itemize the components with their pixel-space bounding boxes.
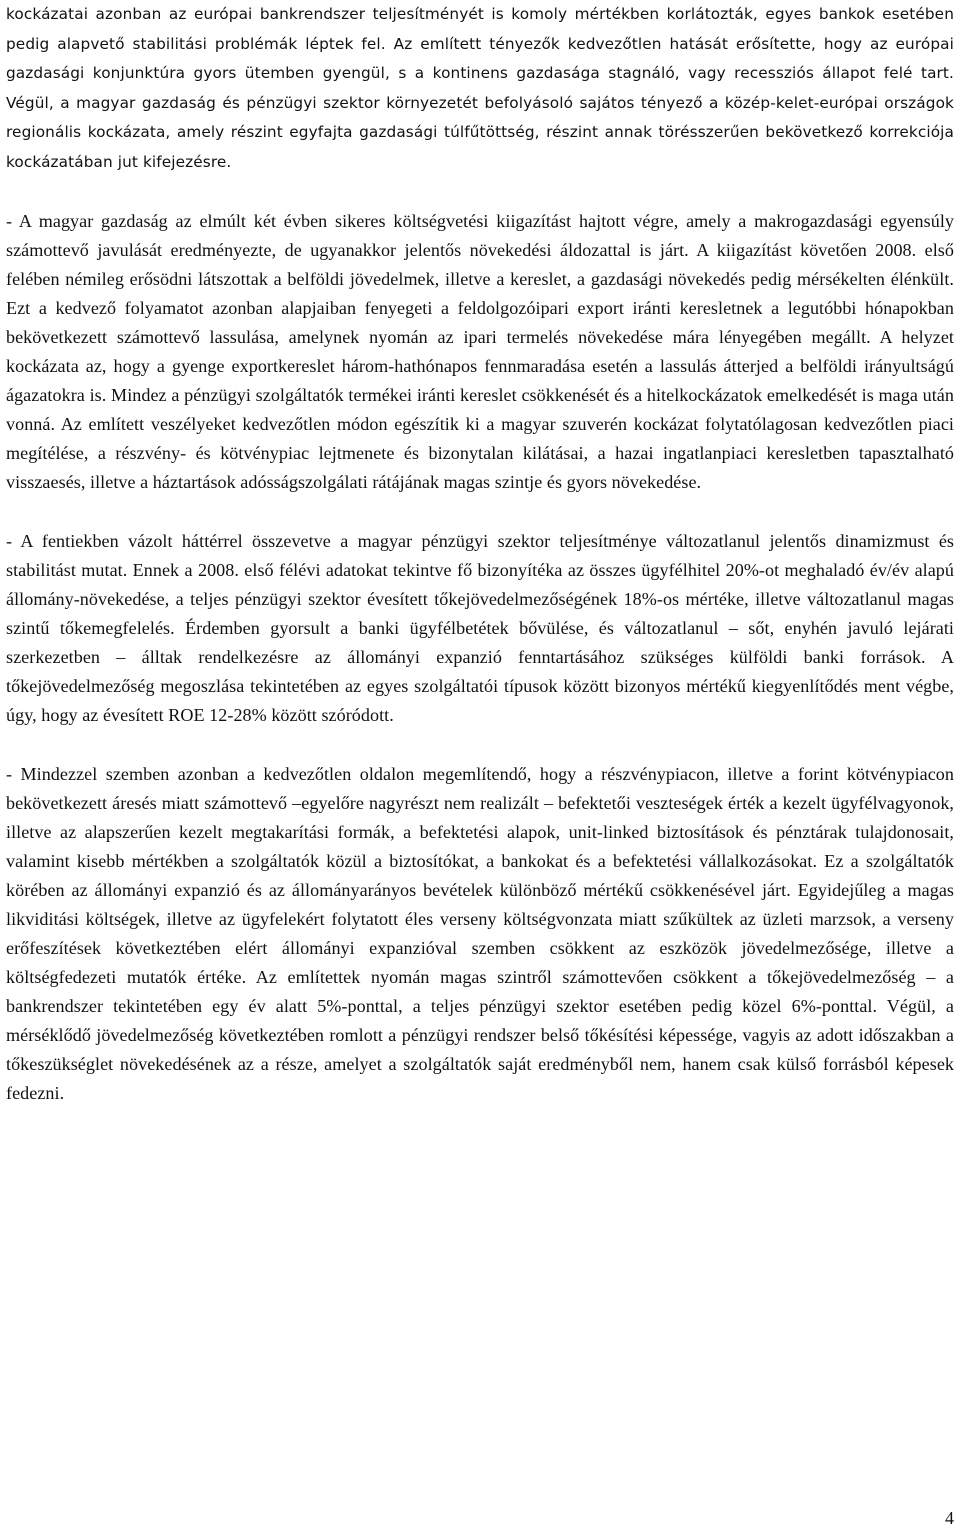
paragraph-spacer: [6, 730, 954, 760]
paragraph-1: kockázatai azonban az európai bankrendszer teljesítményét is komoly mértékben korlátozták, egyes bankok esetében pedig alapvető stabilitási problémák léptek fel. Az említett tényezők kedvezőtlen hatását erősítette, hogy az európai gazdasági konjunktúra gyors ütemben gyengül, s a kontinens gazdasága stagnáló, vagy recessziós állapot felé tart. Végül, a magyar gazdaság és pénzügyi szektor környezetét befolyásoló sajátos tényező a közép-kelet-európai országok regionális kockázata, amely részint egyfajta gazdasági túlfűtöttség, részint annak törésszerűen bekövetkező korrekciója kockázatában jut kifejezésre.: [6, 5, 954, 171]
paragraph-spacer: [6, 177, 954, 207]
paragraph-spacer: [6, 497, 954, 527]
paragraph-4: - Mindezzel szemben azonban a kedvezőtlen oldalon megemlítendő, hogy a részvénypiacon, illetve a forint kötvénypiacon bekövetkezett áresés miatt számottevő –egyelőre nagyrészt nem realizált – befektetői veszteségek érték a kezelt ügyfélvagyonok, illetve az alapszerűen kezelt megtakarítási formák, a befektetési alapok, unit-linked biztosítások és pénztárak tulajdonosait, valamint kisebb mértékben a szolgáltatók közül a biztosítókat, a bankokat és a befektetési vállalkozásokat. Ez a szolgáltatók körében az állományi expanzió és az állományarányos bevételek különböző mértékű csökkenésével járt. Egyidejűleg a magas likviditási költségek, illetve az ügyfelekért folytatott éles verseny költségvonzata miatt szűkültek az üzleti marzsok, a verseny erőfeszítések következtében elért állományi expanzióval szemben csökkent az eszközök jövedelmezősége, illetve a költségfedezeti mutatók értéke. Az említettek nyomán magas szintről számottevően csökkent a tőkejövedelmezőség – a bankrendszer tekintetében egy év alatt 5%-ponttal, a teljes pénzügyi szektor esetében pedig közel 6%-ponttal. Végül, a mérséklődő jövedelmezőség következtében romlott a pénzügyi rendszer belső tőkésítési képessége, vagyis az adott időszakban a tőkeszükséglet növekedésének az a része, amelyet a szolgáltatók saját eredményből nem, hanem csak külső forrásból képesek fedezni.: [6, 764, 954, 1103]
paragraph-2: - A magyar gazdaság az elmúlt két évben sikeres költségvetési kiigazítást hajtott végre, amely a makrogazdasági egyensúly számottevő javulását eredményezte, de ugyanakkor jelentős növekedési áldozattal is járt. A kiigazítást követően 2008. első felében némileg erősödni látszottak a belföldi jövedelmek, illetve a kereslet, a gazdasági növekedés pedig mérsékelten élénkült. Ezt a kedvező folyamatot azonban alapjaiban fenyegeti a feldolgozóipari export iránti keresletnek a legutóbbi hónapokban bekövetkezett számottevő lassulása, amelynek nyomán az ipari termelés növekedése mára lényegében megállt. A helyzet kockázata az, hogy a gyenge exportkereslet három-hathónapos fennmaradása esetén a lassulás átterjed a belföldi irányultságú ágazatokra is. Mindez a pénzügyi szolgáltatók termékei iránti kereslet csökkenését és a hitelkockázatok emelkedését is maga után vonná. Az említett veszélyeket kedvezőtlen módon egészítik ki a magyar szuverén kockázat folytatólagosan kedvezőtlen piaci megítélése, a részvény- és kötvénypiac lejtmenete és bizonytalan kilátásai, a hazai ingatlanpiaci keresletben tapasztalható visszaesés, illetve a háztartások adósságszolgálati rátájának magas szintje és gyors növekedése.: [6, 211, 954, 492]
paragraph-3: - A fentiekben vázolt háttérrel összevetve a magyar pénzügyi szektor teljesítménye változatlanul jelentős dinamizmust és stabilitást mutat. Ennek a 2008. első félévi adatokat tekintve fő bizonyítéka az összes ügyfélhitel 20%-ot meghaladó év/év alapú állomány-növekedése, a teljes pénzügyi szektor évesített tőkejövedelmezőségének 18%-os mértéke, illetve változatlanul magas szintű tőkemegfelelés. Érdemben gyorsult a banki ügyfélbetétek bővülése, és változatlanul – sőt, enyhén javuló lejárati szerkezetben – álltak rendelkezésre az állományi expanzió fenntartásához szükséges külföldi banki források. A tőkejövedelmezőség megoszlása tekintetében az egyes szolgáltatói típusok között bizonyos mértékű kiegyenlítődés ment végbe, úgy, hogy az évesített ROE 12-28% között szóródott.: [6, 531, 954, 725]
page-number: 4: [945, 1508, 954, 1528]
document-body: [6, 0, 954, 1108]
